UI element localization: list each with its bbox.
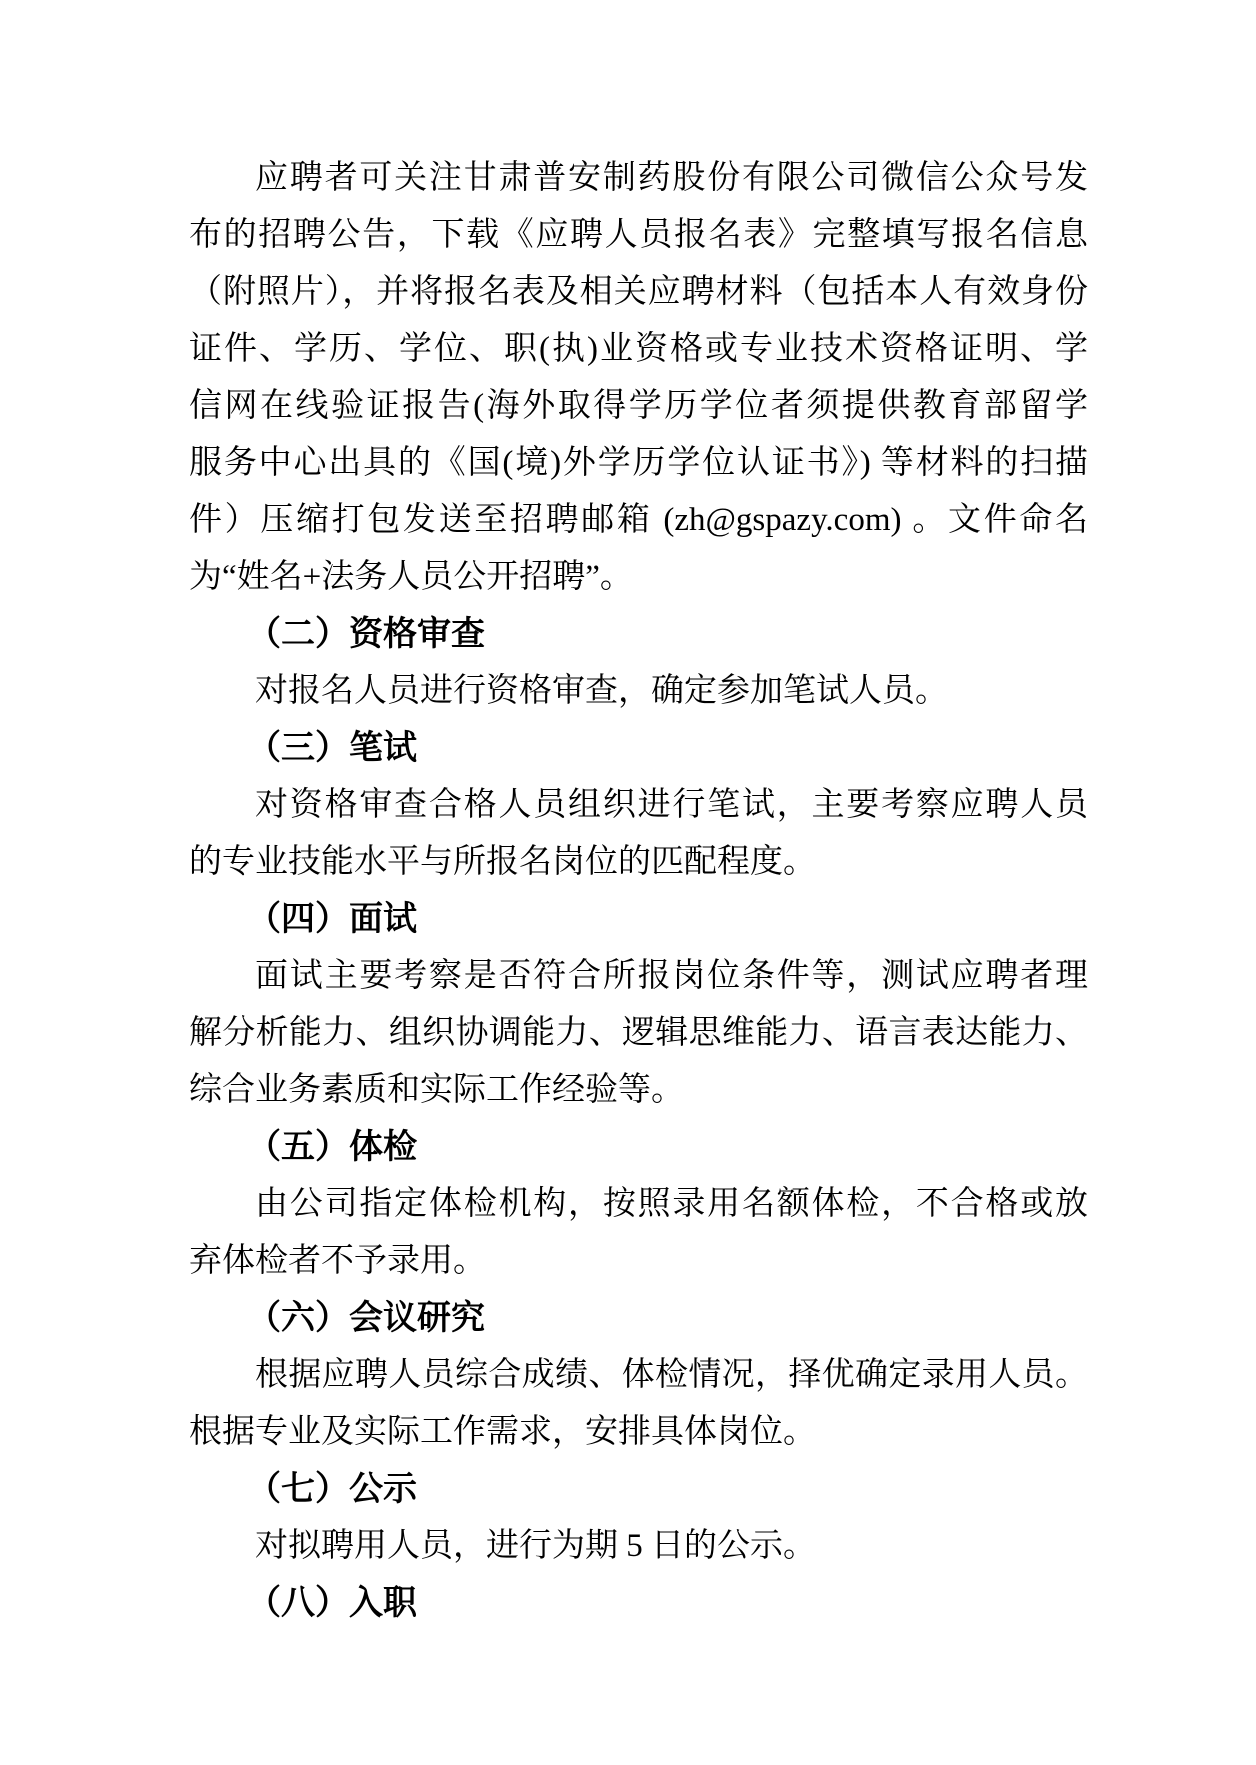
paragraph-line: 的专业技能水平与所报名岗位的匹配程度。 — [189, 844, 816, 880]
paragraph-line: 综合业务素质和实际工作经验等。 — [189, 1072, 684, 1108]
section-heading-4: （四）面试 — [247, 901, 417, 938]
paragraph-line: 对拟聘用人员，进行为期 5 日的公示。 — [255, 1528, 816, 1564]
paragraph-line: 解分析能力、组织协调能力、逻辑思维能力、语言表达能力、 — [189, 1015, 1088, 1051]
section-heading-6: （六）会议研究 — [247, 1300, 485, 1337]
paragraph-line-email: 件）压缩打包发送至招聘邮箱 (zh@gspazy.com) 。文件命名 — [189, 502, 1088, 538]
paragraph-line: 弃体检者不予录用。 — [189, 1243, 486, 1279]
paragraph-line: 为“姓名+法务人员公开招聘”。 — [189, 559, 633, 595]
section-heading-7: （七）公示 — [247, 1471, 417, 1508]
paragraph-line: 由公司指定体检机构，按照录用名额体检，不合格或放 — [255, 1186, 1088, 1222]
paragraph-line: 信网在线验证报告(海外取得学历学位者须提供教育部留学 — [189, 388, 1088, 424]
document-body — [189, 150, 1088, 1632]
paragraph-line: 布的招聘公告，下载《应聘人员报名表》完整填写报名信息 — [189, 217, 1088, 253]
section-heading-8: （八）入职 — [247, 1585, 417, 1622]
paragraph-line: 服务中心出具的《国(境)外学历学位认证书》) 等材料的扫描 — [189, 445, 1088, 481]
section-heading-5: （五）体检 — [247, 1129, 417, 1166]
paragraph-line: （附照片），并将报名表及相关应聘材料（包括本人有效身份 — [189, 274, 1088, 310]
paragraph-line: 根据专业及实际工作需求，安排具体岗位。 — [189, 1414, 816, 1450]
paragraph-line: 对资格审查合格人员组织进行笔试，主要考察应聘人员 — [255, 787, 1088, 823]
paragraph-line: 证件、学历、学位、职(执)业资格或专业技术资格证明、学 — [189, 331, 1088, 367]
paragraph-line: 对报名人员进行资格审查，确定参加笔试人员。 — [255, 673, 948, 709]
section-heading-2: （二）资格审查 — [247, 616, 485, 653]
section-heading-3: （三）笔试 — [247, 730, 417, 767]
paragraph-line: 应聘者可关注甘肃普安制药股份有限公司微信公众号发 — [255, 160, 1088, 196]
paragraph-line: 根据应聘人员综合成绩、体检情况，择优确定录用人员。 — [255, 1357, 1088, 1393]
paragraph-line: 面试主要考察是否符合所报岗位条件等，测试应聘者理 — [255, 958, 1088, 994]
